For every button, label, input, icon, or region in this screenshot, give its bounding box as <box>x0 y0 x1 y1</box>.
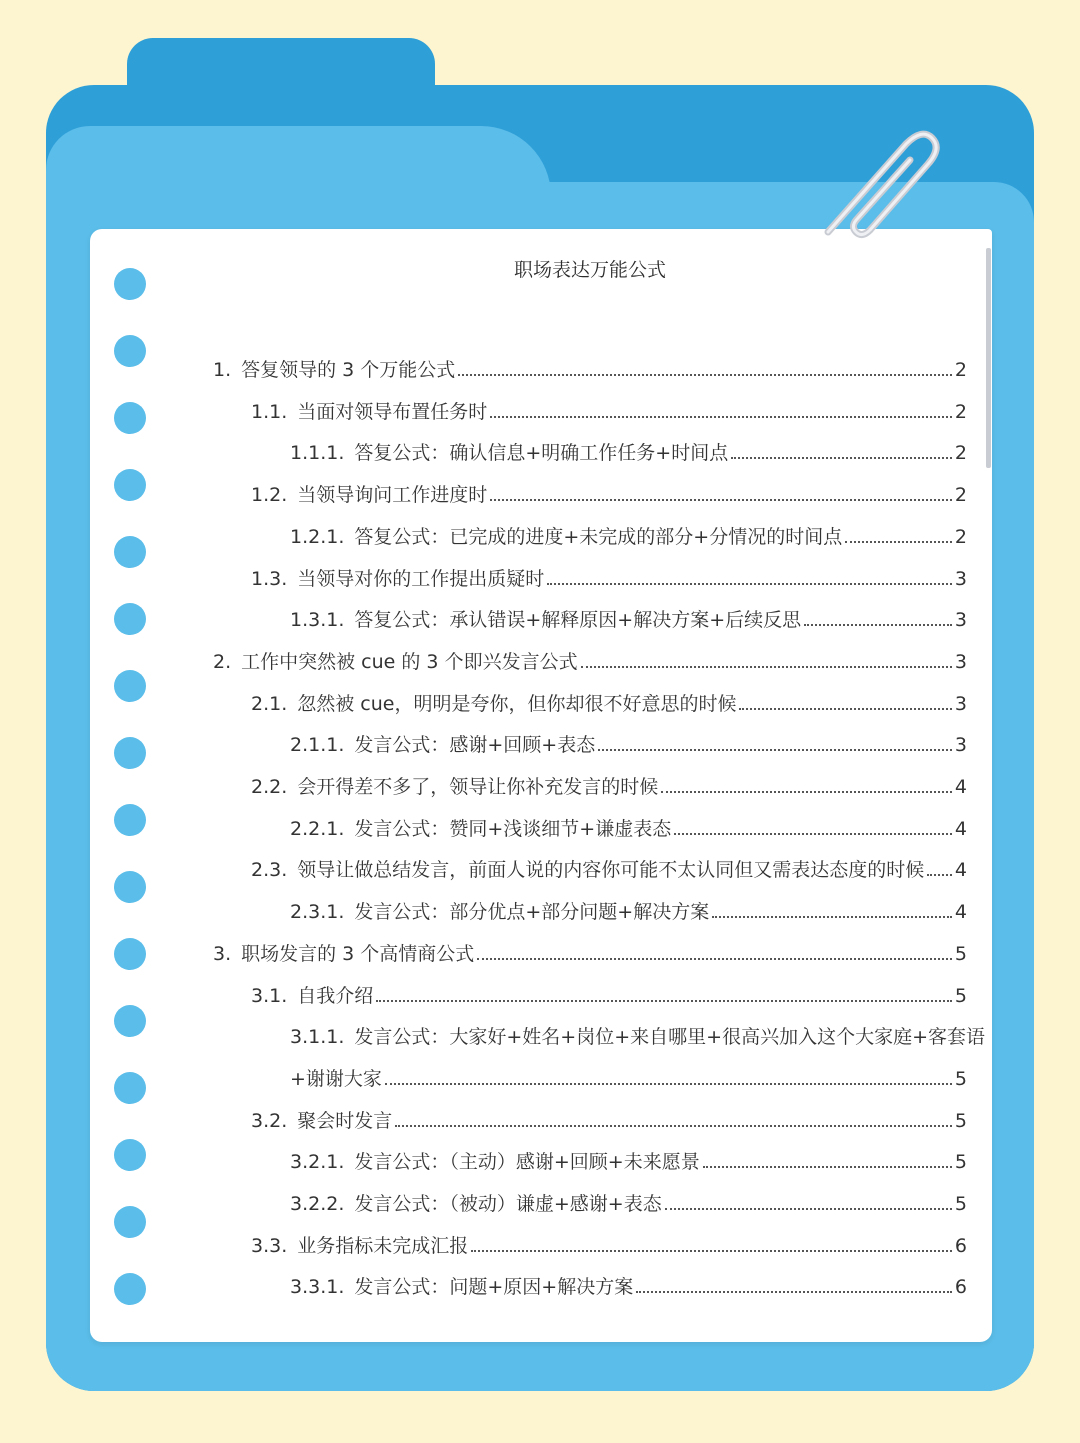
toc-entry-title: 发言公式：赞同+浅谈细节+谦虚表态 <box>354 818 672 840</box>
toc-entry-number: 2.2. <box>251 776 288 798</box>
toc-page-number: 5 <box>954 1068 967 1090</box>
toc-entry[interactable] <box>251 565 967 593</box>
toc-entry[interactable] <box>290 1273 967 1301</box>
toc-entry-title: 答复领导的 3 个万能公式 <box>241 359 456 381</box>
toc-entry-number: 2.1.1. <box>290 734 345 756</box>
toc-entry-title: 业务指标未完成汇报 <box>297 1235 469 1257</box>
toc-entry[interactable] <box>251 690 967 718</box>
toc-entry[interactable] <box>290 439 967 467</box>
toc-entry-title: 自我介绍 <box>297 985 374 1007</box>
toc-entry-number: 2.1. <box>251 693 288 715</box>
toc-entry-number: 3.1. <box>251 985 288 1007</box>
toc-entry-number: 1.1.1. <box>290 442 345 464</box>
toc-entry-title: 发言公式：大家好+姓名+岗位+来自哪里+很高兴加入这个大家庭+客套语 <box>354 1026 985 1048</box>
toc-entry-number: 3. <box>213 943 232 965</box>
toc-entry-number: 3.2.1. <box>290 1151 345 1173</box>
toc-leader-dots <box>395 1125 952 1127</box>
toc-entry-continuation[interactable] <box>290 1065 967 1093</box>
toc-leader-dots <box>804 624 952 626</box>
toc-leader-dots <box>636 1291 952 1293</box>
toc-entry[interactable] <box>251 481 967 509</box>
toc-entry[interactable] <box>213 356 967 384</box>
toc-entry-number: 1.2.1. <box>290 526 345 548</box>
toc-entry-number: 3.2. <box>251 1110 288 1132</box>
toc-page-number: 6 <box>954 1276 967 1298</box>
toc-page-number: 3 <box>954 734 967 756</box>
document-title: 职场表达万能公式 <box>513 259 666 281</box>
toc-entry-title: 领导让做总结发言，前面人说的内容你可能不太认同但又需表达态度的时候 <box>297 859 925 881</box>
toc-entry[interactable] <box>251 856 967 884</box>
toc-entry-title: 发言公式：感谢+回顾+表态 <box>354 734 596 756</box>
toc-leader-dots <box>581 666 952 668</box>
toc-entry-number: 2.3.1. <box>290 901 345 923</box>
toc-page-number: 2 <box>954 526 967 548</box>
toc-leader-dots <box>477 958 952 960</box>
toc-page-number: 2 <box>954 401 967 423</box>
toc-entry[interactable] <box>290 815 967 843</box>
toc-leader-dots <box>471 1250 952 1252</box>
toc-leader-dots <box>376 1000 952 1002</box>
toc-leader-dots <box>661 791 952 793</box>
toc-entry[interactable] <box>290 606 967 634</box>
toc-page-number: 3 <box>954 568 967 590</box>
toc-entry-number: 1.1. <box>251 401 288 423</box>
toc-entry-title: 发言公式：部分优点+部分问题+解决方案 <box>354 901 710 923</box>
toc-page-number: 2 <box>954 359 967 381</box>
toc-leader-dots <box>712 916 952 918</box>
toc-leader-dots <box>731 457 952 459</box>
toc-page-number: 3 <box>954 651 967 673</box>
toc-leader-dots <box>739 708 951 710</box>
toc-page-number: 2 <box>954 442 967 464</box>
toc-entry-title: 发言公式：问题+原因+解决方案 <box>354 1276 634 1298</box>
toc-leader-dots <box>598 749 952 751</box>
toc-page-number: 6 <box>954 1235 967 1257</box>
toc-leader-dots <box>927 874 952 876</box>
toc-entry[interactable] <box>251 982 967 1010</box>
toc-leader-dots <box>490 499 952 501</box>
toc-page-number: 3 <box>954 693 967 715</box>
toc-entry-number: 2.2.1. <box>290 818 345 840</box>
toc-entry[interactable] <box>213 940 967 968</box>
toc-entry-title: 发言公式：（主动）感谢+回顾+未来愿景 <box>354 1151 700 1173</box>
toc-entry-number: 3.3.1. <box>290 1276 345 1298</box>
toc-entry-number: 1.3.1. <box>290 609 345 631</box>
toc-entry-number: 3.2.2. <box>290 1193 345 1215</box>
toc-entry-title: 答复公式：已完成的进度+未完成的部分+分情况的时间点 <box>354 526 843 548</box>
toc-page-number: 3 <box>954 609 967 631</box>
toc-entry[interactable] <box>290 1148 967 1176</box>
toc-entry-title: 职场发言的 3 个高情商公式 <box>241 943 475 965</box>
toc-entry-title: 当领导询问工作进度时 <box>297 484 488 506</box>
toc-leader-dots <box>490 416 952 418</box>
toc-entry[interactable] <box>251 773 967 801</box>
toc-entry-title: 当领导对你的工作提出质疑时 <box>297 568 545 590</box>
toc-leader-dots <box>703 1166 952 1168</box>
toc-page-number: 5 <box>954 943 967 965</box>
toc-entry-title: 聚会时发言 <box>297 1110 393 1132</box>
toc-entry[interactable] <box>290 898 967 926</box>
toc-entry-title: 答复公式：承认错误+解释原因+解决方案+后续反思 <box>354 609 802 631</box>
toc-leader-dots <box>458 374 952 376</box>
toc-page-number: 4 <box>954 859 967 881</box>
toc-leader-dots <box>547 583 952 585</box>
toc-entry-number: 2.3. <box>251 859 288 881</box>
toc-page-number: 5 <box>954 1151 967 1173</box>
toc-entry[interactable] <box>251 1107 967 1135</box>
toc-entry-number: 1.2. <box>251 484 288 506</box>
toc-leader-dots <box>665 1208 952 1210</box>
toc-entry-title: 答复公式：确认信息+明确工作任务+时间点 <box>354 442 729 464</box>
toc-page-number: 4 <box>954 776 967 798</box>
toc-entry-title: 发言公式：（被动）谦虚+感谢+表态 <box>354 1193 662 1215</box>
toc-entry[interactable] <box>251 398 967 426</box>
toc-page-number: 5 <box>954 985 967 1007</box>
toc-entry-number: 1. <box>213 359 232 381</box>
toc-page-number: 5 <box>954 1110 967 1132</box>
toc-page-number: 2 <box>954 484 967 506</box>
toc-entry-number: 3.1.1. <box>290 1026 345 1048</box>
toc-leader-dots <box>385 1083 952 1085</box>
toc-page-number: 4 <box>954 901 967 923</box>
toc-entry-number: 3.3. <box>251 1235 288 1257</box>
toc-entry[interactable] <box>290 1190 967 1218</box>
toc-entry[interactable] <box>290 523 967 551</box>
toc-entry-title: 会开得差不多了，领导让你补充发言的时候 <box>297 776 659 798</box>
toc-entry[interactable] <box>290 731 967 759</box>
toc-leader-dots <box>674 833 952 835</box>
toc-leader-dots <box>845 541 952 543</box>
toc-page-number: 4 <box>954 818 967 840</box>
toc-entry-title: 忽然被 cue，明明是夸你，但你却很不好意思的时候 <box>297 693 737 715</box>
toc-entry-title: 当面对领导布置任务时 <box>297 401 488 423</box>
toc-entry[interactable] <box>213 648 967 676</box>
toc-entry-number: 2. <box>213 651 232 673</box>
toc-entry-number: 1.3. <box>251 568 288 590</box>
toc-entry[interactable] <box>251 1232 967 1260</box>
toc-page-number: 5 <box>954 1193 967 1215</box>
toc-entry-title-continued: +谢谢大家 <box>290 1068 382 1090</box>
toc-entry-title: 工作中突然被 cue 的 3 个即兴发言公式 <box>241 651 578 673</box>
toc-entry[interactable] <box>290 1023 985 1051</box>
